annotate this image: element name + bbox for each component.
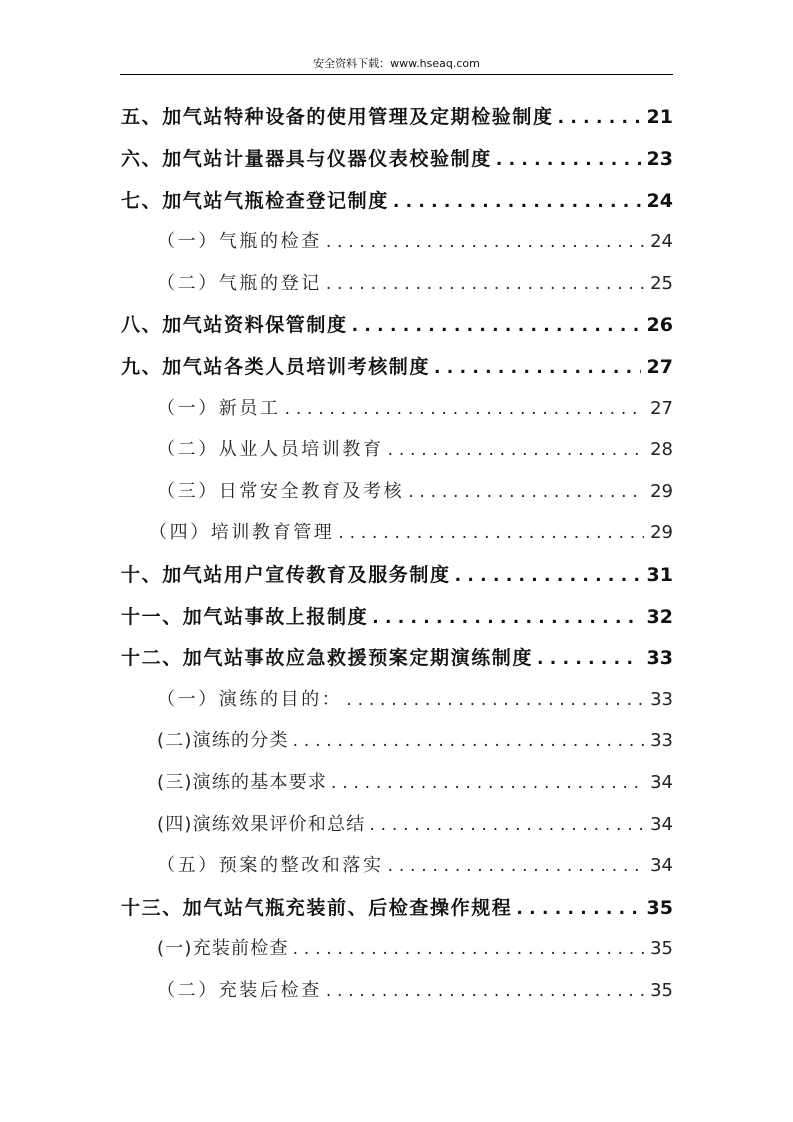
toc-entry-page: 28 [650, 439, 673, 460]
toc-entry-page: 33 [646, 647, 673, 669]
toc-entry-page: 35 [646, 897, 673, 919]
toc-entry-page: 25 [650, 273, 673, 294]
toc-entry-page: 35 [650, 938, 673, 959]
toc-entry[interactable] [121, 604, 673, 630]
toc-entry[interactable] [121, 645, 673, 671]
toc-entry[interactable] [121, 895, 673, 921]
toc-subentry[interactable] [157, 687, 673, 713]
page-header: 安全资料下载：www.hseaq.com [313, 57, 480, 70]
toc-entry-label: 十二、加气站事故应急救援预案定期演练制度 [121, 647, 534, 669]
toc-entry-page: 31 [646, 564, 673, 586]
toc-entry-label: 十、加气站用户宣传教育及服务制度 [121, 564, 451, 586]
toc-entry-page: 32 [646, 606, 673, 628]
toc-subentry[interactable] [157, 770, 673, 796]
toc-entry-label: （一）演练的目的： [157, 689, 343, 710]
toc-entry-page: 27 [646, 356, 673, 378]
toc-entry-page: 29 [650, 522, 673, 543]
toc-entry[interactable] [121, 354, 673, 380]
toc-entry-label: (一)充装前检查 [157, 938, 289, 959]
toc-leader-dots [537, 646, 641, 672]
toc-subentry[interactable] [157, 229, 673, 255]
toc-leader-dots [331, 770, 644, 796]
toc-entry-page: 24 [650, 231, 673, 252]
toc-leader-dots [352, 313, 641, 339]
toc-subentry[interactable] [157, 978, 673, 1004]
toc-leader-dots [369, 812, 644, 838]
toc-subentry[interactable] [157, 853, 673, 879]
toc-entry-label: （二）气瓶的登记 [157, 273, 322, 294]
toc-entry-label: （三）日常安全教育及考核 [157, 481, 405, 502]
toc-leader-dots [293, 936, 644, 962]
toc-entry-label: 九、加气站各类人员培训考核制度 [121, 356, 431, 378]
toc-entry-label: （一）气瓶的检查 [157, 231, 322, 252]
toc-subentry[interactable] [157, 437, 673, 463]
toc-entry-page: 29 [650, 481, 673, 502]
toc-entry-page: 26 [646, 314, 673, 336]
toc-entry-page: 34 [650, 855, 673, 876]
toc-leader-dots [285, 396, 644, 422]
toc-leader-dots [388, 853, 644, 879]
toc-entry-page: 34 [650, 814, 673, 835]
toc-leader-dots [408, 479, 644, 505]
toc-leader-dots [372, 605, 640, 631]
toc-leader-dots [326, 229, 644, 255]
toc-entry-label: （一）新员工 [157, 398, 281, 419]
toc-entry-page: 35 [650, 980, 673, 1001]
toc-entry[interactable] [121, 104, 673, 130]
toc-entry-label: （二）从业人员培训教育 [157, 439, 384, 460]
toc-entry-label: 十一、加气站事故上报制度 [121, 606, 369, 628]
toc-leader-dots [293, 728, 644, 754]
toc-entry-label: 八、加气站资料保管制度 [121, 314, 348, 336]
toc-entry-page: 33 [650, 730, 673, 751]
toc-entry-page: 33 [650, 689, 673, 710]
toc-entry-page: 27 [650, 398, 673, 419]
toc-entry-page: 21 [646, 106, 673, 128]
toc-entry-label: 五、加气站特种设备的使用管理及定期检验制度 [121, 106, 554, 128]
toc-entry-page: 34 [650, 772, 673, 793]
toc-leader-dots [516, 896, 640, 922]
toc-entry-label: (三)演练的基本要求 [157, 772, 328, 793]
toc-leader-dots [338, 520, 644, 546]
toc-subentry[interactable] [157, 728, 673, 754]
toc-subentry[interactable] [157, 812, 673, 838]
toc-entry-label: (四)演练效果评价和总结 [157, 814, 366, 835]
toc-entry-label: （四）培训教育管理 [149, 522, 335, 543]
toc-leader-dots [326, 271, 644, 297]
toc-entry-label: （五）预案的整改和落实 [157, 855, 384, 876]
toc-subentry[interactable] [157, 396, 673, 422]
toc-entry-page: 24 [646, 190, 673, 212]
toc-leader-dots [558, 105, 641, 131]
toc-leader-dots [346, 687, 644, 713]
toc-entry[interactable] [121, 562, 673, 588]
toc-entry-page: 23 [646, 148, 673, 170]
toc-leader-dots [393, 189, 641, 215]
toc-entry-label: 七、加气站气瓶检查登记制度 [121, 190, 389, 212]
toc-entry-label: (二)演练的分类 [157, 730, 289, 751]
toc-leader-dots [388, 437, 644, 463]
toc-leader-dots [496, 147, 641, 173]
toc-leader-dots [434, 355, 641, 381]
toc-subentry[interactable] [157, 479, 673, 505]
toc-entry[interactable] [121, 188, 673, 214]
toc-leader-dots [455, 563, 641, 589]
toc-entry-label: （二）充装后检查 [157, 980, 322, 1001]
toc-entry-label: 十三、加气站气瓶充装前、后检查操作规程 [121, 897, 513, 919]
toc-subentry[interactable] [149, 520, 673, 546]
toc-leader-dots [326, 978, 644, 1004]
toc-entry-label: 六、加气站计量器具与仪器仪表校验制度 [121, 148, 492, 170]
toc-subentry[interactable] [157, 271, 673, 297]
toc-entry[interactable] [121, 146, 673, 172]
toc-entry[interactable] [121, 312, 673, 338]
toc-subentry[interactable] [157, 936, 673, 962]
